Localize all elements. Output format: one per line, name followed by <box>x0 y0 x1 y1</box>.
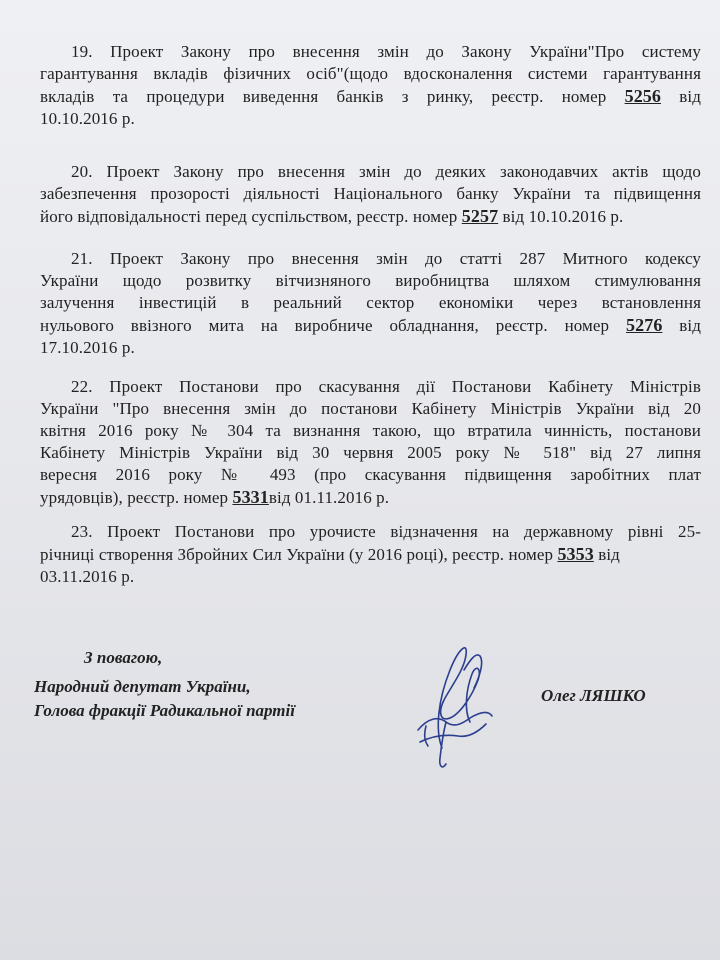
item-21-reg-number: 5276 <box>626 315 663 335</box>
item-22-after-number: від 01.11.2016 р. <box>268 488 390 507</box>
item-20-line-1: 20. Проект Закону про внесення змін до деяких законодавчих актів щодо <box>71 162 701 181</box>
item-21-line-1: 21. Проект Закону про внесення змін до статті 287 Митного кодексу <box>71 249 701 268</box>
closing-salutation: З повагою, <box>84 648 163 667</box>
item-20-reg-number: 5257 <box>461 206 499 226</box>
item-20-line-3-text: його відповідальності перед суспільством, реєстр. номер <box>40 207 458 226</box>
item-22-line-2: України "Про внесення змін до постанови Кабінету Міністрів України від 20 <box>40 399 701 418</box>
item-21-line-5: 17.10.2016 р. <box>40 338 135 357</box>
item-19-line-3-text: вкладів та процедури виведення банків з ринку, реєстр. номер <box>40 87 607 106</box>
item-21-line-4-text: нульового ввізного мита на виробниче обладнання, реєстр. номер <box>40 316 610 335</box>
item-20-after-number: від 10.10.2016 р. <box>498 207 624 226</box>
item-23-after-number: від <box>593 545 620 564</box>
item-21-line-2: України щодо розвитку вітчизняного виробництва шляхом стимулювання <box>40 271 701 290</box>
item-23-line-1: 23. Проект Постанови про урочисте відзначення на державному рівні 25- <box>71 522 701 541</box>
item-22-line-6 <box>40 486 701 509</box>
agenda-item-21 <box>40 248 701 359</box>
item-22-line-3: квітня 2016 року № 304 та визнання такою, що втратила чинність, постанови <box>40 421 701 440</box>
item-23-line-3: 03.11.2016 р. <box>40 567 135 586</box>
item-20-line-3 <box>40 205 701 228</box>
agenda-item-23 <box>40 521 701 588</box>
item-23-reg-number: 5353 <box>557 544 594 564</box>
item-20-line-2: забезпечення прозорості діяльності Національного банку України та підвищення <box>40 184 701 203</box>
item-21-after-number: від <box>662 316 702 335</box>
item-19-line-4: 10.10.2016 р. <box>40 109 135 128</box>
item-22-line-1: 22. Проект Постанови про скасування дії Постанови Кабінету Міністрів <box>71 377 701 396</box>
agenda-item-22 <box>40 376 701 509</box>
signatory-title-line-2: Голова фракції Радикальної партії <box>34 701 295 720</box>
item-19-line-2: гарантування вкладів фізичних осіб"(щодо вдосконалення системи гарантування <box>40 64 701 83</box>
item-22-reg-number: 5331 <box>232 487 269 507</box>
item-22-line-6-text: урядовців), реєстр. номер <box>40 488 229 507</box>
item-23-line-2-text: річниці створення Збройних Сил України (у 2016 році), реєстр. номер <box>40 545 554 564</box>
handwritten-signature <box>380 630 520 775</box>
item-19-after-number: від <box>661 87 701 106</box>
item-19-line-1: 19. Проект Закону про внесення змін до Закону України"Про систему <box>71 42 701 61</box>
item-23-line-2 <box>40 543 701 566</box>
signatory-title <box>34 675 295 723</box>
item-22-line-4: Кабінету Міністрів України від 30 червня 2005 року № 518" від 27 липня <box>40 443 701 462</box>
item-21-line-4 <box>40 314 701 337</box>
signatory-name: Олег ЛЯШКО <box>541 686 646 705</box>
agenda-item-19 <box>40 41 701 130</box>
signatory-title-line-1: Народний депутат України, <box>34 677 251 696</box>
item-19-line-3 <box>40 85 701 108</box>
item-21-line-3: залучення інвестицій в реальний сектор економіки через встановлення <box>40 293 701 312</box>
agenda-item-20 <box>40 161 701 228</box>
item-19-reg-number: 5256 <box>624 86 661 106</box>
item-22-line-5: вересня 2016 року № 493 (про скасування підвищення заробітних плат <box>40 465 701 484</box>
